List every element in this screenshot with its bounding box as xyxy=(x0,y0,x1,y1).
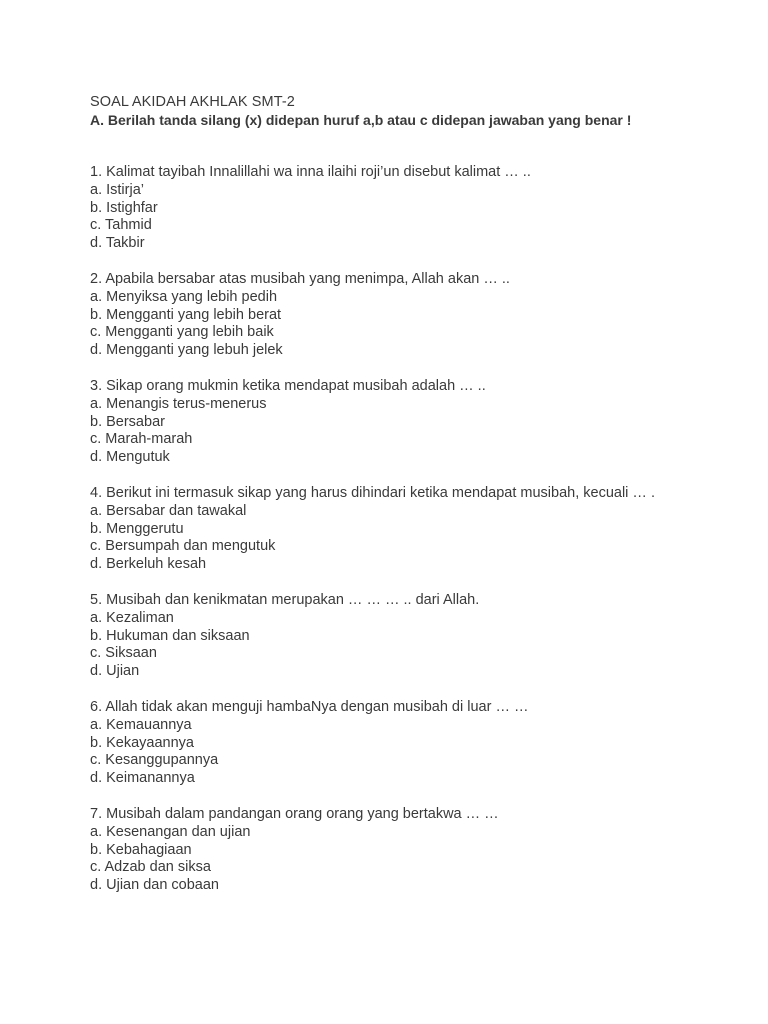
option-d: d. Mengganti yang lebuh jelek xyxy=(90,342,283,359)
option-b: b. Istighfar xyxy=(90,199,158,216)
document-page xyxy=(90,93,750,913)
option-a: a. Kezaliman xyxy=(90,609,174,626)
instruction-text: A. Berilah tanda silang (x) didepan huruf a,b atau c didepan jawaban yang benar ! xyxy=(90,112,632,128)
question-text: 7. Musibah dalam pandangan orang orang yang bertakwa … … xyxy=(90,805,499,822)
option-a: a. Istirja’ xyxy=(90,181,144,198)
option-a: a. Kemauannya xyxy=(90,716,192,733)
question-list xyxy=(90,164,750,895)
question-text: 4. Berikut ini termasuk sikap yang harus dihindari ketika mendapat musibah, kecuali … . xyxy=(90,484,655,501)
option-b: b. Menggerutu xyxy=(90,520,184,537)
question-7 xyxy=(90,806,750,895)
option-c: c. Kesanggupannya xyxy=(90,752,219,769)
option-a: a. Kesenangan dan ujian xyxy=(90,823,251,840)
question-text: 5. Musibah dan kenikmatan merupakan … … … .. dari Allah. xyxy=(90,591,480,608)
question-6 xyxy=(90,699,750,788)
option-d: d. Berkeluh kesah xyxy=(90,556,207,573)
option-a: a. Menyiksa yang lebih pedih xyxy=(90,288,278,305)
option-a: a. Menangis terus-menerus xyxy=(90,395,267,412)
option-b: b. Kekayaannya xyxy=(90,734,194,751)
question-4 xyxy=(90,485,750,574)
question-text: 1. Kalimat tayibah Innalillahi wa inna ilaihi roji’un disebut kalimat … .. xyxy=(90,164,531,180)
option-b: b. Kebahagiaan xyxy=(90,841,192,858)
document-title: SOAL AKIDAH AKHLAK SMT-2 xyxy=(90,94,295,110)
option-c: c. Mengganti yang lebih baik xyxy=(90,324,274,341)
option-b: b. Mengganti yang lebih berat xyxy=(90,306,282,323)
question-text: 6. Allah tidak akan menguji hambaNya dengan musibah di luar … … xyxy=(90,698,529,715)
option-c: c. Siksaan xyxy=(90,645,157,662)
option-a: a. Bersabar dan tawakal xyxy=(90,502,247,519)
question-5 xyxy=(90,592,750,681)
option-c: c. Marah-marah xyxy=(90,431,193,448)
option-d: d. Mengutuk xyxy=(90,449,170,466)
question-2 xyxy=(90,271,750,360)
option-d: d. Takbir xyxy=(90,235,145,252)
option-b: b. Bersabar xyxy=(90,413,165,430)
question-1 xyxy=(90,164,750,253)
option-b: b. Hukuman dan siksaan xyxy=(90,627,250,644)
option-c: c. Adzab dan siksa xyxy=(90,859,211,876)
option-c: c. Tahmid xyxy=(90,217,152,234)
question-text: 3. Sikap orang mukmin ketika mendapat musibah adalah … .. xyxy=(90,377,486,394)
option-c: c. Bersumpah dan mengutuk xyxy=(90,538,276,555)
question-text: 2. Apabila bersabar atas musibah yang menimpa, Allah akan … .. xyxy=(90,270,510,287)
question-3 xyxy=(90,378,750,467)
option-d: d. Ujian dan cobaan xyxy=(90,877,219,894)
option-d: d. Keimanannya xyxy=(90,770,195,787)
option-d: d. Ujian xyxy=(90,663,140,680)
